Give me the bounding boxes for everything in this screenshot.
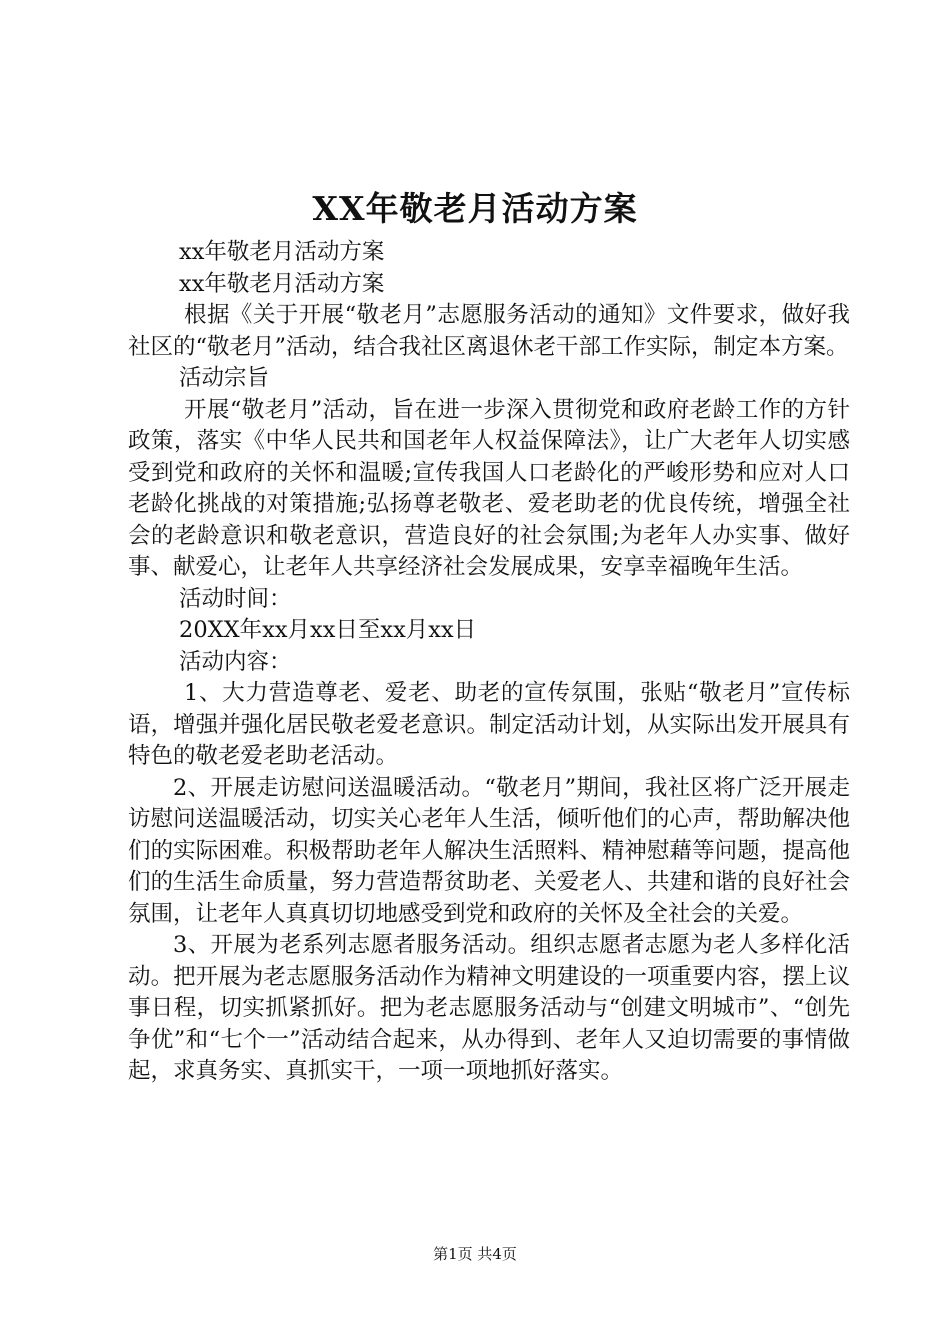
document-body: [128, 237, 850, 1088]
paragraph: 20XX年xx月xx日至xx月xx日: [179, 617, 477, 643]
document-title: XX年敬老月活动方案: [312, 189, 638, 228]
section-heading-time: 活动时间：: [179, 585, 292, 612]
paragraph: 1、大力营造尊老、爱老、助老的宣传氛围，张贴“敬老月”宣传标语，增强并强化居民敬老爱老意识。制定活动计划，从实际出发开展具有特色的敬老爱老助老活动。: [128, 680, 850, 769]
paragraph: 根据《关于开展“敬老月”志愿服务活动的通知》文件要求，做好我社区的“敬老月”活动，结合我社区离退休老干部工作实际，制定本方案。: [128, 302, 850, 360]
paragraph: xx年敬老月活动方案: [179, 239, 385, 265]
paragraph: 3、开展为老系列志愿者服务活动。组织志愿者志愿为老人多样化活动。把开展为老志愿服务活动作为精神文明建设的一项重要内容，摆上议事日程，切实抓紧抓好。把为老志愿服务活动与“创建文明城市”、“创先争优”和“七个一”活动结合起来，从办得到、老年人又迫切需要的事情做起，求真务实、真抓实干，一项一项地抓好落实。: [128, 932, 850, 1084]
section-heading-purpose: 活动宗旨: [179, 365, 270, 391]
paragraph: 2、开展走访慰问送温暖活动。“敬老月”期间，我社区将广泛开展走访慰问送温暖活动，切实关心老年人生活，倾听他们的心声，帮助解决他们的实际困难。积极帮助老年人解决生活照料、精神慰藉等问题，提高他们的生活生命质量，努力营造帮贫助老、关爱老人、共建和谐的良好社会氛围，让老年人真真切切地感受到党和政府的关怀及全社会的关爱。: [128, 774, 850, 927]
paragraph: 开展“敬老月”活动，旨在进一步深入贯彻党和政府老龄工作的方针政策，落实《中华人民共和国老年人权益保障法》，让广大老年人切实感受到党和政府的关怀和温暖;宣传我国人口老龄化的严峻形势和应对人口老龄化挑战的对策措施;弘扬尊老敬老、爱老助老的优良传统，增强全社会的老龄意识和敬老意识，营造良好的社会氛围;为老年人办实事、做好事、献爱心，让老年人共享经济社会发展成果，安享幸福晚年生活。: [128, 396, 850, 580]
page-footer: 第1页 共4页: [433, 1245, 517, 1263]
section-heading-content: 活动内容：: [179, 648, 292, 675]
paragraph: xx年敬老月活动方案: [179, 270, 385, 297]
